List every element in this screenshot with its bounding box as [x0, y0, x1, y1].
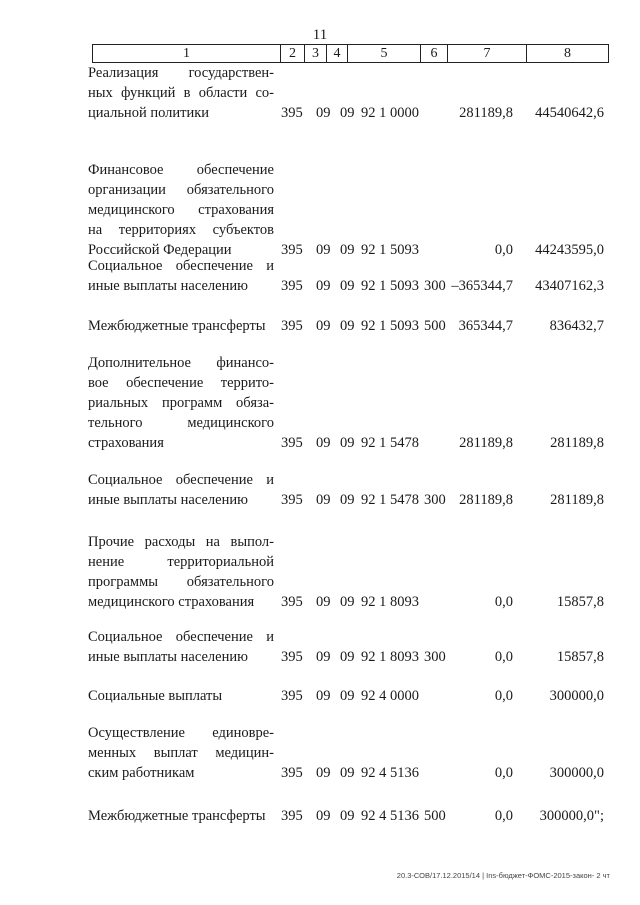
- table-row: [0, 627, 640, 667]
- cell-column-3: 09: [316, 688, 331, 704]
- column-header-1: 1: [93, 45, 281, 63]
- row-description: [88, 806, 274, 826]
- cell-column-7: 0,0: [494, 649, 513, 665]
- cell-column-4: 09: [340, 688, 355, 704]
- cell-column-2: 395: [281, 765, 303, 781]
- cell-column-7: 281189,8: [459, 435, 513, 451]
- document-footer: 20.3-СОВ/17.12.2015/14 | Ins-бюджет-ФОМС-2015-закон- 2 чт: [396, 871, 610, 880]
- description-line: нение территориальной: [88, 554, 274, 570]
- table-row: [0, 532, 640, 612]
- description-line: медицинского страхования: [88, 594, 255, 610]
- table-row: [0, 686, 640, 706]
- cell-column-4: 09: [340, 808, 355, 824]
- row-description: [88, 470, 274, 510]
- description-line: страхования: [88, 435, 164, 451]
- description-line: Финансовое обеспечение: [88, 162, 274, 178]
- description-line: программы обязательного: [88, 574, 274, 590]
- cell-column-5: 92 1 5478: [361, 492, 419, 508]
- page-number: 11: [312, 27, 328, 43]
- description-line: Российской Федерации: [88, 242, 232, 258]
- cell-column-6: 500: [424, 808, 446, 824]
- cell-column-8: 43407162,3: [535, 278, 604, 294]
- column-header-row: [92, 44, 609, 63]
- row-description: [88, 723, 274, 783]
- row-description: [88, 686, 274, 706]
- cell-column-7: 0,0: [494, 594, 513, 610]
- cell-column-8: 281189,8: [550, 435, 604, 451]
- description-line: Межбюджетные трансферты: [88, 808, 266, 824]
- column-header-7: 7: [448, 45, 527, 63]
- cell-column-4: 09: [340, 242, 355, 258]
- description-line: ским работникам: [88, 765, 195, 781]
- cell-column-3: 09: [316, 492, 331, 508]
- cell-column-6: 300: [424, 278, 446, 294]
- cell-column-5: 92 4 0000: [361, 688, 419, 704]
- cell-column-2: 395: [281, 594, 303, 610]
- row-description: [88, 256, 274, 296]
- description-line: Межбюджетные трансферты: [88, 318, 266, 334]
- description-line: Реализация государствен-: [88, 65, 274, 81]
- cell-column-2: 395: [281, 105, 303, 121]
- cell-column-4: 09: [340, 278, 355, 294]
- cell-column-2: 395: [281, 435, 303, 451]
- cell-column-4: 09: [340, 318, 355, 334]
- cell-column-8: 836432,7: [549, 318, 604, 334]
- cell-column-3: 09: [316, 594, 331, 610]
- cell-column-5: 92 4 5136: [361, 765, 419, 781]
- cell-column-8: 300000,0: [549, 765, 604, 781]
- cell-column-3: 09: [316, 278, 331, 294]
- column-header-8: 8: [527, 45, 609, 63]
- table-row: [0, 470, 640, 510]
- cell-column-3: 09: [316, 318, 331, 334]
- cell-column-4: 09: [340, 492, 355, 508]
- cell-column-7: 0,0: [494, 688, 513, 704]
- cell-column-8: 300000,0: [549, 688, 604, 704]
- cell-column-2: 395: [281, 808, 303, 824]
- cell-column-4: 09: [340, 435, 355, 451]
- cell-column-4: 09: [340, 765, 355, 781]
- cell-column-4: 09: [340, 594, 355, 610]
- column-header-2: 2: [281, 45, 305, 63]
- cell-column-4: 09: [340, 105, 355, 121]
- table-row: [0, 806, 640, 826]
- row-description: [88, 353, 274, 453]
- description-line: иные выплаты населению: [88, 492, 248, 508]
- cell-column-3: 09: [316, 808, 331, 824]
- row-description: [88, 532, 274, 612]
- cell-column-7: 281189,8: [459, 492, 513, 508]
- description-line: медицинского страхования: [88, 202, 274, 218]
- table-row: [0, 256, 640, 296]
- cell-column-7: 281189,8: [459, 105, 513, 121]
- cell-column-6: 500: [424, 318, 446, 334]
- description-line: циальной политики: [88, 105, 210, 121]
- cell-column-2: 395: [281, 242, 303, 258]
- description-line: организации обязательного: [88, 182, 274, 198]
- description-line: риальных программ обяза-: [88, 395, 274, 411]
- cell-column-5: 92 1 0000: [361, 105, 419, 121]
- cell-column-3: 09: [316, 649, 331, 665]
- row-description: [88, 316, 274, 336]
- cell-column-7: 365344,7: [458, 318, 513, 334]
- table-row: [0, 723, 640, 783]
- description-line: ных функций в области со-: [88, 85, 274, 101]
- cell-column-8: 15857,8: [556, 649, 604, 665]
- description-line: на территориях субъектов: [88, 222, 274, 238]
- column-header-5: 5: [348, 45, 421, 63]
- description-line: тельного медицинского: [88, 415, 274, 431]
- cell-column-7: 0,0: [494, 765, 513, 781]
- cell-column-3: 09: [316, 435, 331, 451]
- description-line: Социальное обеспечение и: [88, 472, 274, 488]
- table-row: [0, 160, 640, 260]
- cell-column-2: 395: [281, 278, 303, 294]
- cell-column-8: 281189,8: [550, 492, 604, 508]
- cell-column-2: 395: [281, 688, 303, 704]
- cell-column-5: 92 1 8093: [361, 594, 419, 610]
- description-line: Осуществление единовре-: [88, 725, 274, 741]
- row-description: [88, 63, 274, 123]
- description-line: менных выплат медицин-: [88, 745, 274, 761]
- description-line: иные выплаты населению: [88, 649, 248, 665]
- cell-column-5: 92 1 5093: [361, 278, 419, 294]
- table-row: [0, 353, 640, 453]
- cell-column-7: 0,0: [494, 808, 513, 824]
- cell-column-6: 300: [424, 649, 446, 665]
- cell-column-8: 44540642,6: [535, 105, 604, 121]
- cell-column-3: 09: [316, 242, 331, 258]
- description-line: Социальные выплаты: [88, 688, 223, 704]
- cell-column-6: 300: [424, 492, 446, 508]
- cell-column-5: 92 4 5136: [361, 808, 419, 824]
- cell-column-7: –365344,7: [451, 278, 513, 294]
- cell-column-8: 15857,8: [556, 594, 604, 610]
- description-line: вое обеспечение террито-: [88, 375, 274, 391]
- cell-column-5: 92 1 5093: [361, 242, 419, 258]
- column-header-3: 3: [305, 45, 327, 63]
- cell-column-5: 92 1 8093: [361, 649, 419, 665]
- description-line: Социальное обеспечение и: [88, 258, 274, 274]
- cell-column-7: 0,0: [494, 242, 513, 258]
- cell-column-5: 92 1 5478: [361, 435, 419, 451]
- cell-column-2: 395: [281, 649, 303, 665]
- description-line: Дополнительное финансо-: [88, 355, 274, 371]
- cell-column-4: 09: [340, 649, 355, 665]
- description-line: Социальное обеспечение и: [88, 629, 274, 645]
- column-header-4: 4: [327, 45, 348, 63]
- row-description: [88, 160, 274, 260]
- description-line: Прочие расходы на выпол-: [88, 534, 274, 550]
- table-row: [0, 63, 640, 123]
- cell-column-3: 09: [316, 765, 331, 781]
- cell-column-3: 09: [316, 105, 331, 121]
- cell-column-2: 395: [281, 492, 303, 508]
- cell-column-8: 300000,0";: [539, 808, 604, 824]
- column-header-6: 6: [421, 45, 448, 63]
- table-row: [0, 316, 640, 336]
- cell-column-2: 395: [281, 318, 303, 334]
- description-line: иные выплаты населению: [88, 278, 248, 294]
- cell-column-8: 44243595,0: [535, 242, 604, 258]
- row-description: [88, 627, 274, 667]
- cell-column-5: 92 1 5093: [361, 318, 419, 334]
